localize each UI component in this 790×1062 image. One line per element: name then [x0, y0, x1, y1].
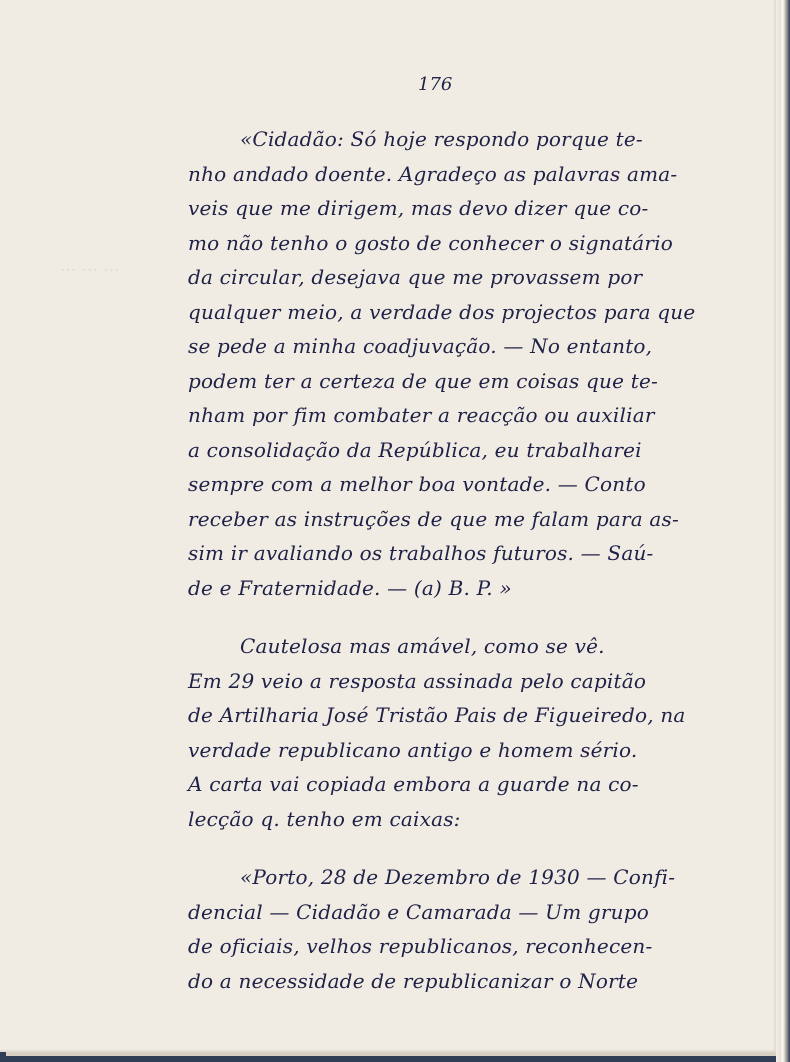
text-line: de Artilharia José Tristão Pais de Figueiredo, na — [188, 703, 686, 727]
text-line: «Porto, 28 de Dezembro de 1930 — Confi- — [240, 865, 676, 889]
page-edge — [776, 0, 790, 1062]
paragraph-3 — [188, 860, 708, 998]
text-line: Cautelosa mas amável, como se vê. — [240, 634, 605, 658]
text-line: sempre com a melhor boa vontade. — Conto — [188, 472, 646, 496]
text-line: lecção q. tenho em caixas: — [188, 806, 461, 831]
handwritten-text — [188, 68, 708, 998]
text-line: qualquer meio, a verdade dos projectos para que — [188, 299, 696, 324]
text-line: mo não tenho o gosto de conhecer o signatário — [188, 230, 673, 255]
page-number: 176 — [418, 74, 453, 95]
text-line: «Cidadão: Só hoje respondo porque te- — [240, 127, 643, 151]
text-line: da circular, desejava que me provassem por — [188, 265, 643, 289]
show-through-text: ··· ··· ··· — [60, 261, 120, 281]
text-line: a consolidação da República, eu trabalharei — [188, 437, 642, 462]
text-line: se pede a minha coadjuvação. — No entanto, — [188, 334, 653, 358]
paragraph-1 — [188, 122, 708, 605]
text-line: de e Fraternidade. — (a) B. P. » — [188, 575, 512, 600]
text-line: nham por fim combater a reacção ou auxiliar — [188, 403, 655, 427]
text-line: do a necessidade de republicanizar o Norte — [188, 968, 639, 993]
text-line: sim ir avaliando os trabalhos futuros. — Saú- — [188, 541, 654, 565]
text-line: dencial — Cidadão e Camarada — Um grupo — [188, 899, 650, 924]
text-line: Em 29 veio a resposta assinada pelo capitão — [188, 668, 647, 693]
text-line: verdade republicano antigo e homem sério. — [188, 737, 638, 762]
text-line: podem ter a certeza de que em coisas que te- — [188, 368, 658, 393]
text-line: de oficiais, velhos republicanos, reconhecen- — [188, 934, 653, 958]
text-line: veis que me dirigem, mas devo dizer que co- — [188, 196, 649, 220]
text-line: A carta vai copiada embora a guarde na co- — [188, 772, 639, 796]
text-line: receber as instruções de que me falam para as- — [188, 506, 679, 531]
paragraph-2 — [188, 629, 708, 836]
text-line: nho andado doente. Agradeço as palavras ama- — [188, 161, 678, 186]
